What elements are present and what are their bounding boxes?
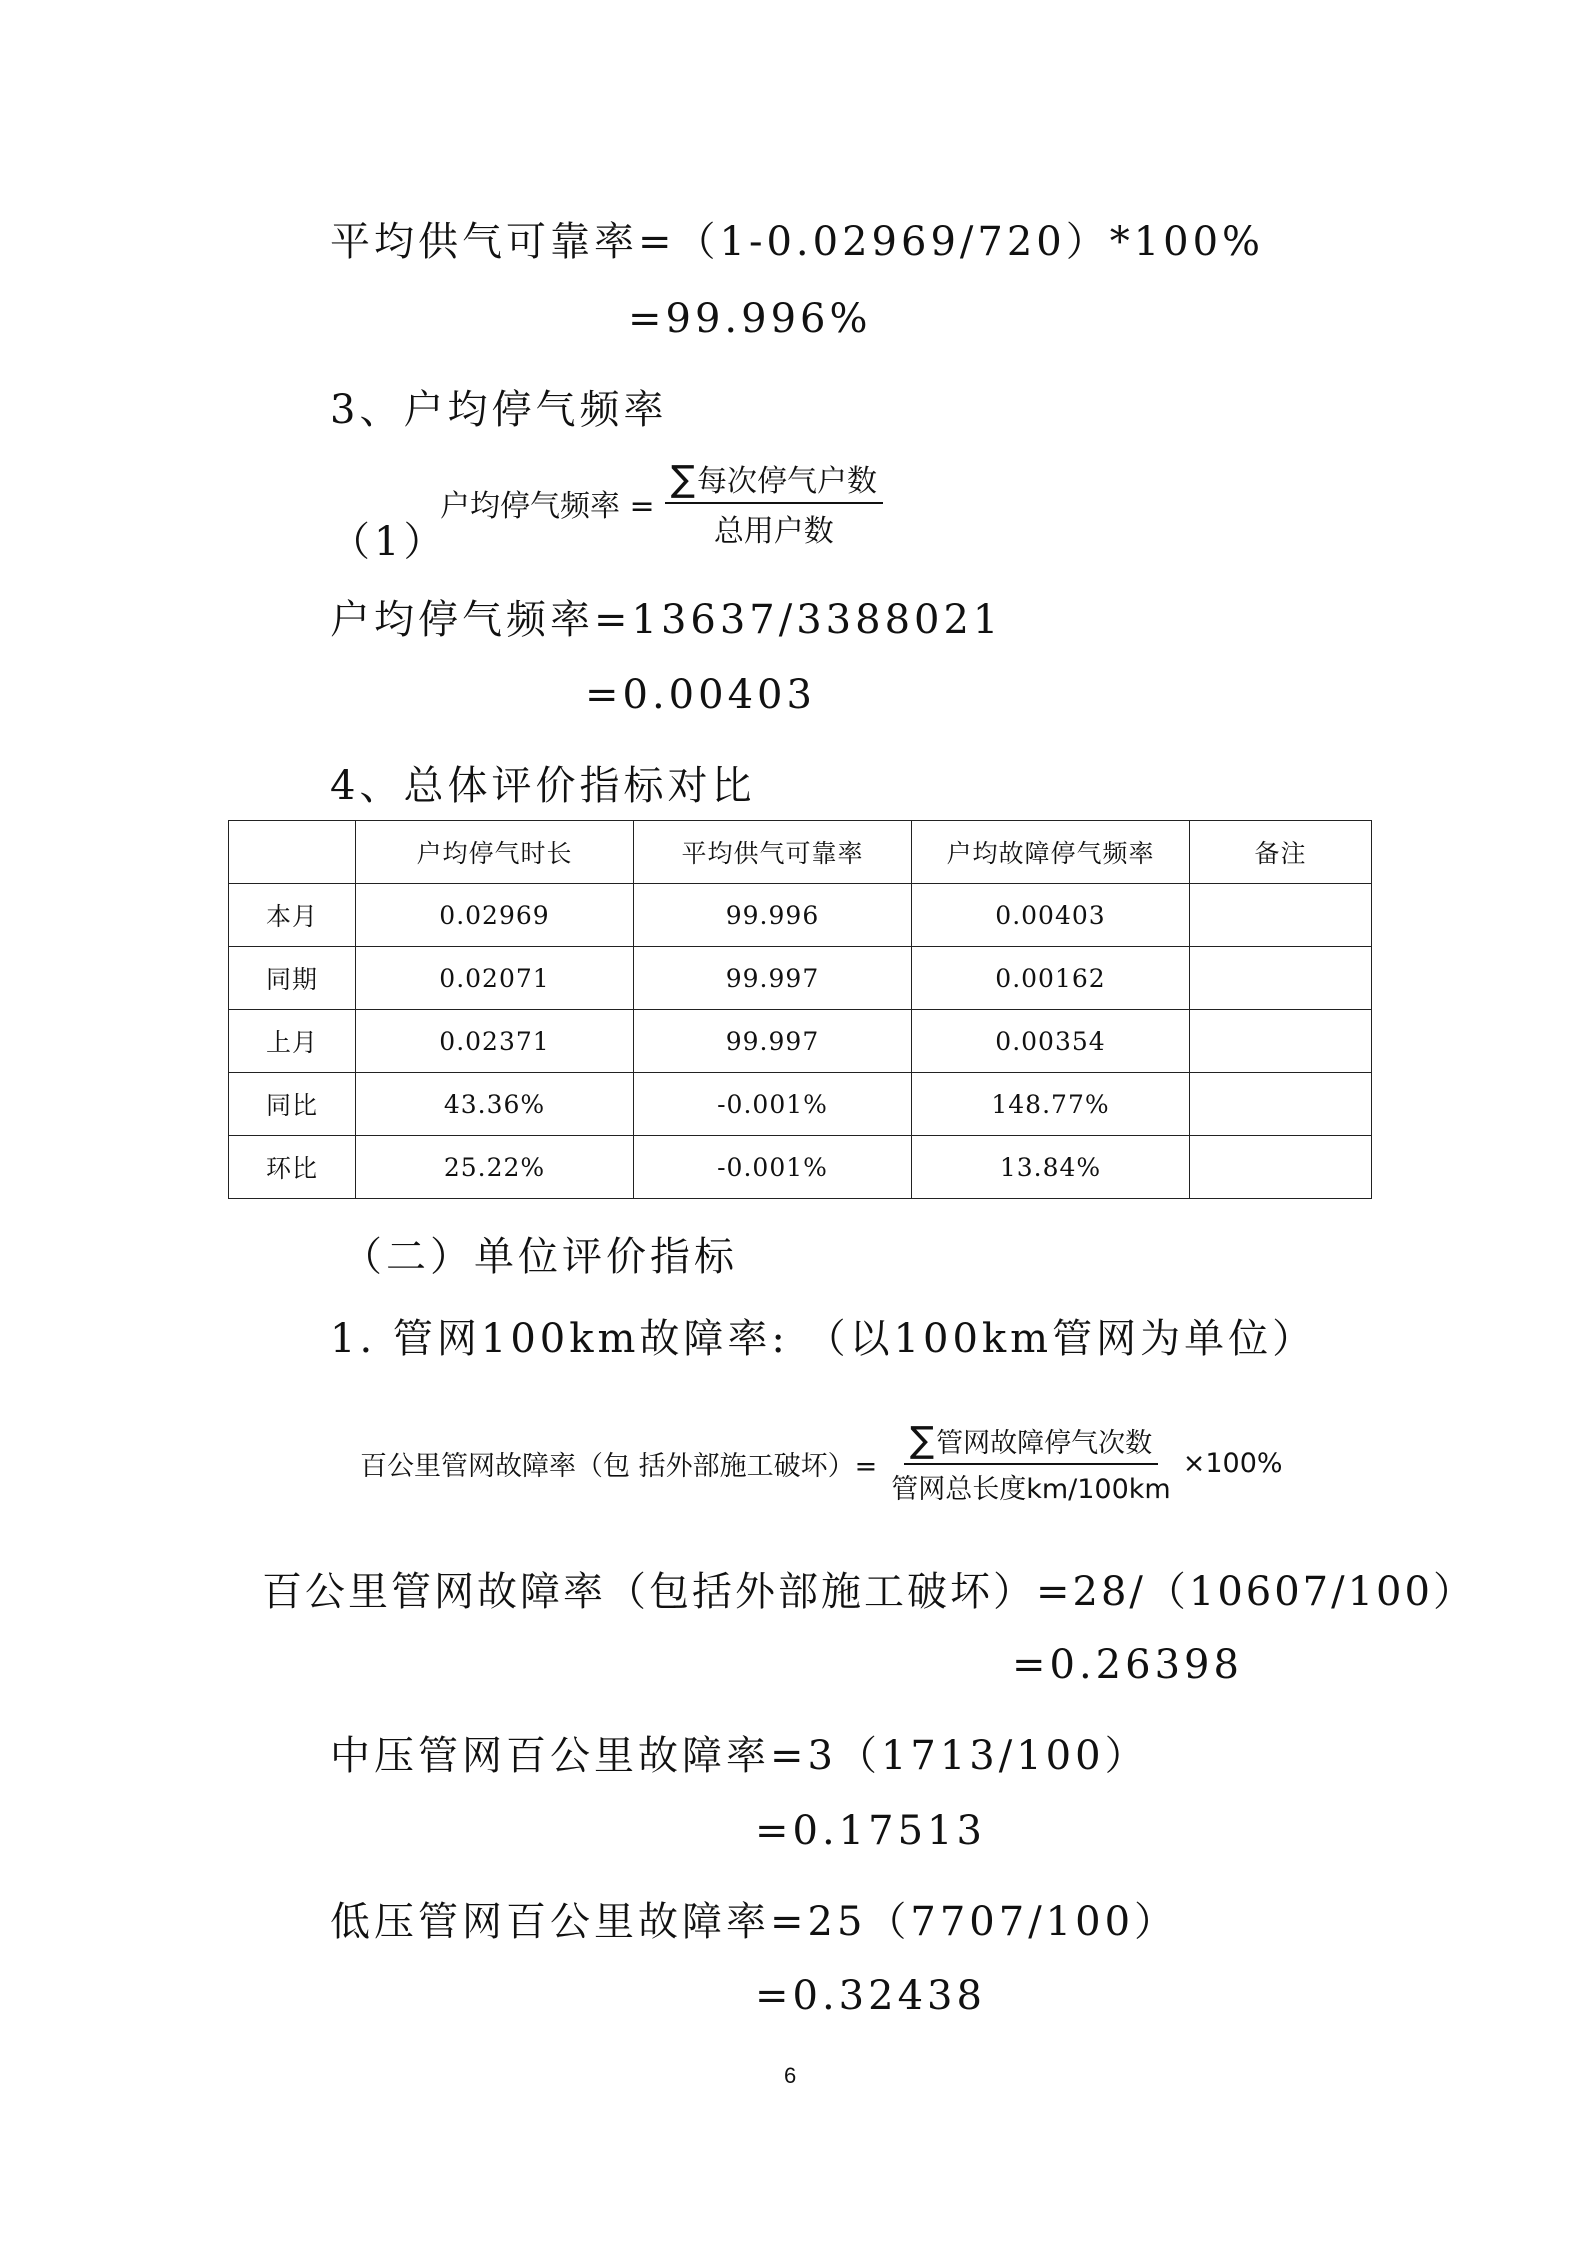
sigma-symbol: ∑ xyxy=(670,459,695,500)
table-cell xyxy=(1190,1073,1372,1136)
per100km-calc-line: 百公里管网故障率（包括外部施工破坏）=28/（10607/100） xyxy=(262,1569,1476,1615)
frequency-formula-fraction xyxy=(665,456,883,550)
page-number: 6 xyxy=(784,2063,797,2088)
table-header-row xyxy=(229,821,1372,884)
per100km-formula-denominator: 管网总长度km/100km xyxy=(891,1474,1171,1505)
table-cell xyxy=(1190,884,1372,947)
table-cell: 本月 xyxy=(229,884,356,947)
frequency-formula-lhs: 户均停气频率 = xyxy=(440,489,655,524)
table-cell: 0.02969 xyxy=(356,884,634,947)
per100km-formula-numerator-text: 管网故障停气次数 xyxy=(936,1428,1153,1459)
medium-pressure-calc-line: 中压管网百公里故障率=3（1713/100） xyxy=(330,1733,1149,1779)
table-cell: 99.997 xyxy=(634,947,912,1010)
table-cell: 43.36% xyxy=(356,1073,634,1136)
low-pressure-result-line: =0.32438 xyxy=(755,1973,986,2019)
table-row xyxy=(229,1136,1372,1199)
table-cell: 0.00354 xyxy=(912,1010,1190,1073)
table-cell: -0.001% xyxy=(634,1136,912,1199)
heading-4: 4、总体评价指标对比 xyxy=(330,763,756,809)
item-1-heading: 1. 管网100km故障率: （以100km管网为单位） xyxy=(330,1316,1317,1362)
table-cell: 同比 xyxy=(229,1073,356,1136)
per100km-formula-suffix: ×100% xyxy=(1182,1447,1283,1479)
table-cell: 13.84% xyxy=(912,1136,1190,1199)
frequency-formula-numerator xyxy=(665,456,883,504)
per100km-formula-numerator xyxy=(904,1420,1158,1465)
table-cell: 0.02071 xyxy=(356,947,634,1010)
table-cell: 25.22% xyxy=(356,1136,634,1199)
per100km-result-line: =0.26398 xyxy=(1012,1642,1243,1688)
medium-pressure-result-line: =0.17513 xyxy=(755,1808,986,1854)
table-cell xyxy=(1190,1136,1372,1199)
table-header-cell: 备注 xyxy=(1190,821,1372,884)
table-header-cell: 户均停气时长 xyxy=(356,821,634,884)
table-cell xyxy=(1190,1010,1372,1073)
frequency-formula-numerator-text: 每次停气户数 xyxy=(696,464,877,499)
heading-3: 3、户均停气频率 xyxy=(330,387,668,433)
low-pressure-calc-line: 低压管网百公里故障率=25（7707/100） xyxy=(330,1899,1179,1945)
frequency-item-label: （1） xyxy=(330,519,448,565)
table-cell xyxy=(1190,947,1372,1010)
table-cell: -0.001% xyxy=(634,1073,912,1136)
reliability-result-line: =99.996% xyxy=(628,296,872,342)
table-cell: 0.00162 xyxy=(912,947,1190,1010)
table-cell: 99.996 xyxy=(634,884,912,947)
table-header-cell: 户均故障停气频率 xyxy=(912,821,1190,884)
table-cell: 0.02371 xyxy=(356,1010,634,1073)
table-row xyxy=(229,884,1372,947)
frequency-calc-line: 户均停气频率=13637/3388021 xyxy=(330,597,1003,643)
per100km-formula xyxy=(360,1420,1283,1506)
table-cell: 同期 xyxy=(229,947,356,1010)
sigma-symbol: ∑ xyxy=(909,1420,935,1461)
table-row xyxy=(229,1010,1372,1073)
per100km-formula-lhs: 百公里管网故障率（包 括外部施工破坏）= xyxy=(360,1450,878,1482)
table-cell: 环比 xyxy=(229,1136,356,1199)
frequency-formula-denominator: 总用户数 xyxy=(713,514,834,549)
section-two-heading: （二）单位评价指标 xyxy=(342,1234,738,1280)
table-header-cell: 平均供气可靠率 xyxy=(634,821,912,884)
reliability-formula-line: 平均供气可靠率=（1-0.02969/720）*100% xyxy=(330,219,1265,265)
comparison-table xyxy=(228,820,1372,1199)
table-row xyxy=(229,1073,1372,1136)
table-cell: 0.00403 xyxy=(912,884,1190,947)
frequency-formula xyxy=(440,456,883,550)
table-cell: 99.997 xyxy=(634,1010,912,1073)
table-cell: 148.77% xyxy=(912,1073,1190,1136)
frequency-result-line: =0.00403 xyxy=(585,672,816,718)
table-row xyxy=(229,947,1372,1010)
table-header-cell xyxy=(229,821,356,884)
per100km-formula-fraction xyxy=(885,1420,1177,1506)
table-cell: 上月 xyxy=(229,1010,356,1073)
